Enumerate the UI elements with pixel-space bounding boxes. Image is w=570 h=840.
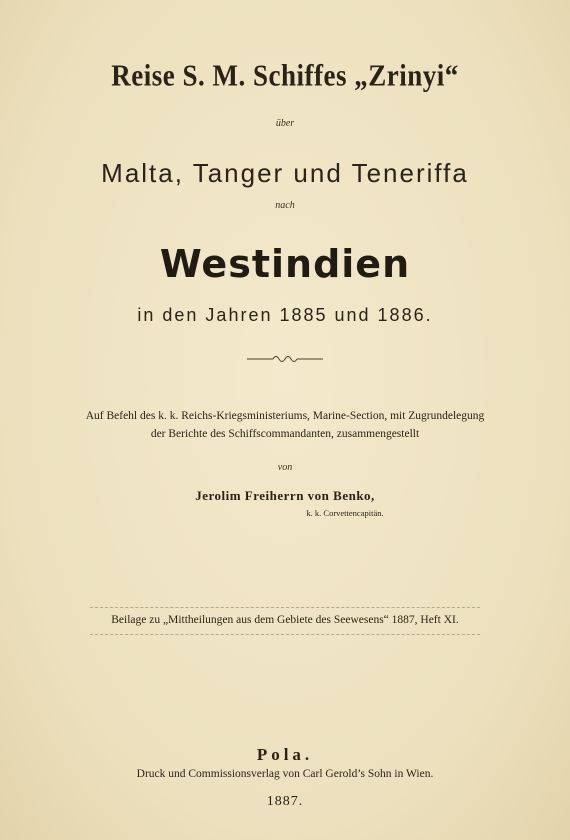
bottom-rule [90,634,480,635]
ornament-divider [0,352,570,366]
word-von: von [277,462,293,473]
author-name: Jerolim Freiherrn von Benko, [195,488,375,503]
years-line: in den Jahren 1885 und 1886. [137,305,433,325]
destination-heading: Westindien [159,242,411,286]
imprint-place: Pola. [256,745,314,764]
imprint-printer: Druck und Commissionsverlag von Carl Gerold’s Sohn in Wien. [136,768,434,780]
book-title: Reise S. M. Schiffes „Zrinyi“ [111,57,459,93]
supplement-note: Beilage zu „Mittheilungen aus dem Gebiete des Seewesens“ 1887, Heft XI. [111,614,459,626]
top-rule [90,607,480,608]
commission-line-2: der Berichte des Schiffscommandanten, zusammengestellt [150,428,420,440]
word-ueber: über [275,118,295,129]
word-nach: nach [275,200,295,211]
author-rank: k. k. Corvettencapitän. [306,508,384,518]
commission-line-1: Auf Befehl des k. k. Reichs-Kriegsministeriums, Marine-Section, mit Zugrundelegung [85,410,485,422]
ornament-flourish-icon [245,352,325,366]
route-line: Malta, Tanger und Teneriffa [101,158,469,188]
imprint-year: 1887. [266,794,304,809]
